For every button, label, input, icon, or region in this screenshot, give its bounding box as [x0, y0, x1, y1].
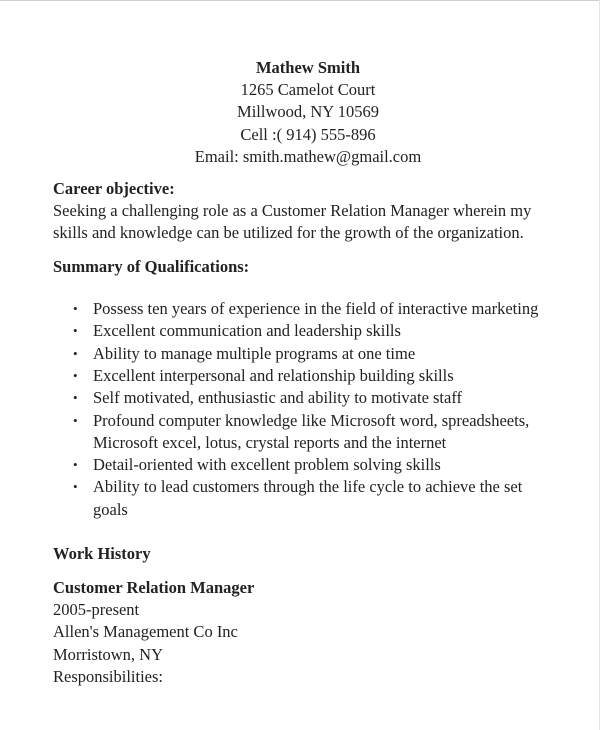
bullet-icon: •	[73, 457, 78, 473]
list-item: • Detail-oriented with excellent problem solving skills	[53, 454, 553, 476]
resume-page	[53, 57, 553, 689]
list-item: • Excellent communication and leadership skills	[53, 320, 553, 342]
list-item: • Excellent interpersonal and relationship building skills	[53, 365, 553, 387]
job-location: Morristown, NY	[53, 644, 163, 664]
job-period: 2005-present	[53, 599, 140, 619]
list-item: • Profound computer knowledge like Microsoft word, spreadsheets, Microsoft excel, lotus, crystal reports and the internet	[73, 410, 530, 452]
job-title: Customer Relation Manager	[53, 577, 255, 597]
summary-heading: Summary of Qualifications:	[53, 257, 250, 277]
street-address: 1265 Camelot Court	[240, 80, 376, 100]
bullet-icon: •	[73, 345, 78, 361]
work-history-heading: Work History	[53, 543, 151, 563]
bullet-icon: •	[73, 412, 78, 428]
bullet-icon: •	[73, 479, 78, 495]
cell-phone: Cell :( 914) 555-896	[240, 124, 376, 144]
list-item: • Ability to manage multiple programs at one time	[53, 343, 553, 365]
qualifications-list	[53, 298, 553, 521]
career-objective-heading: Career objective:	[53, 179, 175, 199]
contact-header	[63, 57, 553, 168]
email-address: Email: smith.mathew@gmail.com	[194, 146, 422, 166]
bullet-icon: •	[73, 323, 78, 339]
list-item: • Self motivated, enthusiastic and ability to motivate staff	[53, 387, 553, 409]
candidate-name: Mathew Smith	[255, 58, 361, 77]
top-border	[0, 0, 600, 1]
list-item: • Ability to lead customers through the life cycle to achieve the set goals	[73, 477, 523, 519]
career-objective-text: Seeking a challenging role as a Customer Relation Manager wherein my skills and knowledge can be utilized for the growth of the organization.	[53, 201, 532, 243]
responsibilities-label: Responsibilities:	[53, 667, 164, 687]
bullet-icon: •	[73, 390, 78, 406]
city-state-zip: Millwood, NY 10569	[237, 102, 379, 122]
list-item: • Possess ten years of experience in the field of interactive marketing	[53, 298, 553, 320]
bullet-icon: •	[73, 367, 78, 383]
company-name: Allen's Management Co Inc	[53, 622, 238, 642]
bullet-icon: •	[73, 301, 78, 317]
